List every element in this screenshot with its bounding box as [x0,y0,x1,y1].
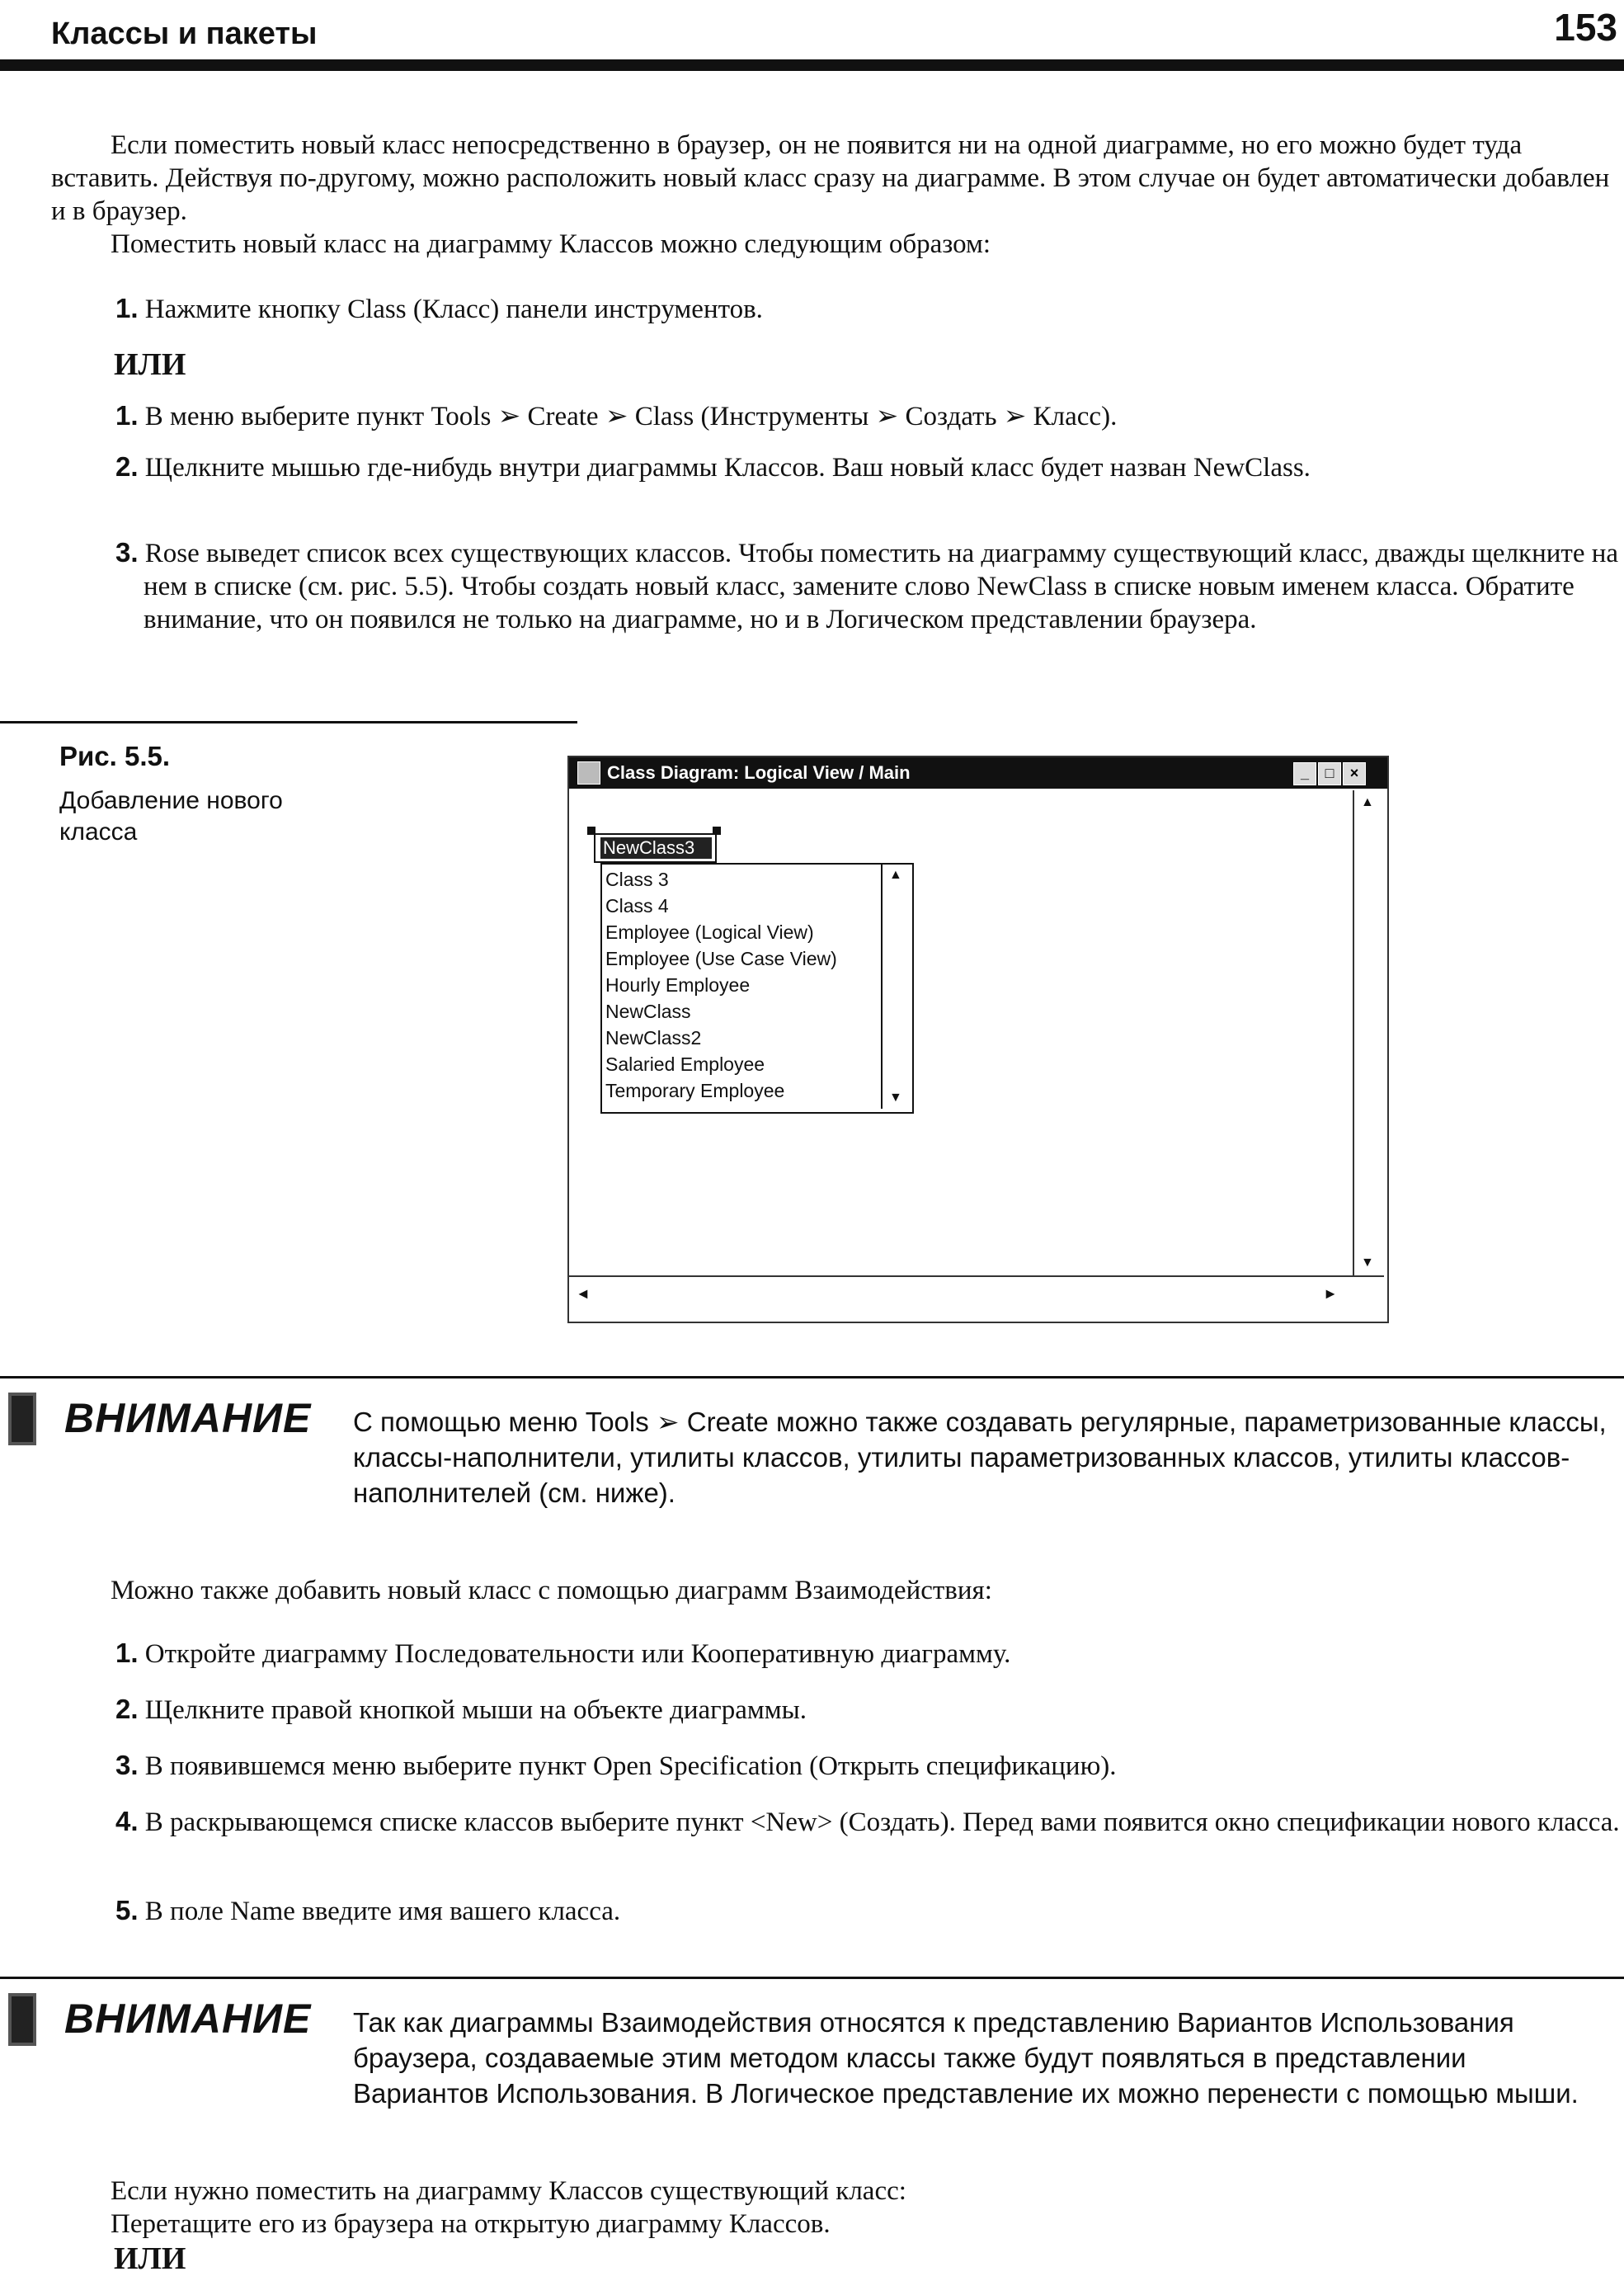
window-title: Class Diagram: Logical View / Main [607,762,911,783]
note-rule [0,1977,1624,1979]
list-scrollbar[interactable] [881,865,912,1109]
list-item[interactable]: Salaried Employee [605,1053,765,1075]
figure-number: Рис. 5.5. [59,741,171,771]
paragraph: Перетащите его из браузера на открытую диаграмму Классов. [111,2209,831,2239]
item-number: 1. [115,1638,139,1668]
paragraph: Можно также добавить новый класс с помощью диаграмм Взаимодействия: [111,1576,992,1605]
close-icon[interactable]: × [1343,762,1366,785]
item-text: Откройте диаграмму Последовательности или Кооперативную диаграмму. [144,1639,1011,1669]
minimize-icon[interactable]: _ [1293,762,1316,785]
list-item [86,399,1624,433]
item-number: 1. [115,293,139,323]
scroll-up-icon[interactable]: ▲ [889,868,902,882]
item-text: Щелкните мышью где-нибудь внутри диаграммы Классов. Ваш новый класс будет назван NewClass. [144,453,1311,483]
list-item [86,1637,1624,1671]
scroll-down-icon[interactable]: ▼ [889,1091,902,1105]
item-text: Щелкните правой кнопкой мыши на объекте диаграммы. [144,1695,807,1725]
intro-paragraph-2: Поместить новый класс на диаграмму Классов можно следующим образом: [111,229,991,259]
app-icon [577,761,600,785]
list-item[interactable]: Class 4 [605,895,669,917]
horizontal-scrollbar[interactable] [569,1275,1384,1317]
header-rule [0,59,1624,71]
list-item[interactable]: NewClass2 [605,1027,702,1049]
class-diagram-window [567,756,1389,1323]
note-text: С помощью меню Tools ➢ Create можно также создавать регулярные, параметризованные классы, классы-наполнители, утилиты классов, утилиты параметризованных классов, утилиты классов-наполнителей (см. ниже). [353,1407,1607,1508]
list-item[interactable]: Hourly Employee [605,974,751,996]
or-label: ИЛИ [114,2241,186,2276]
list-item[interactable]: NewClass [605,1001,691,1022]
scroll-left-icon[interactable]: ◄ [576,1285,591,1302]
scroll-up-icon[interactable]: ▲ [1361,795,1374,809]
class-list[interactable] [600,863,914,1114]
note-label: ВНИМАНИЕ [64,1996,312,2042]
list-item [86,292,1624,326]
item-text: В меню выберите пункт Tools ➢ Create ➢ Class (Инструменты ➢ Создать ➢ Класс). [144,402,1118,431]
item-number: 5. [115,1895,139,1925]
item-text: Rose выведет список всех существующих классов. Чтобы поместить на диаграмму существующий класс, дважды щелкните на нем в списке (см. рис. 5.5). Чтобы создать новый класс, замените слово NewClass в списке новым именем класса. Обратите внимание, что он появился не только на диаграмме, но и в Логическом представлении браузера. [144,539,1619,634]
paragraph: Если нужно поместить на диаграмму Классов существующий класс: [111,2176,906,2206]
note-text: Так как диаграммы Взаимодействия относятся к представлению Вариантов Использования браузера, создаваемые этим методом классы также будут появляться в представлении Вариантов Использования. В Логическое представление их можно перенести с помощью мыши. [353,2007,1579,2109]
figure-rule [0,721,577,723]
list-item [86,450,1624,484]
item-number: 2. [115,1694,139,1724]
maximize-icon[interactable]: □ [1318,762,1341,785]
item-number: 1. [115,400,139,431]
note-rule [0,1376,1624,1378]
item-text: В раскрывающемся списке классов выберите пункт <New> (Создать). Перед вами появится окно спецификации нового класса. [144,1807,1620,1837]
list-item[interactable]: Class 3 [605,869,669,890]
window-titlebar[interactable] [569,757,1387,789]
list-item [86,1805,1624,1839]
class-name-input[interactable] [600,837,712,859]
or-label: ИЛИ [114,347,186,382]
item-number: 3. [115,537,139,568]
scroll-down-icon[interactable]: ▼ [1361,1256,1374,1270]
item-text: В поле Name введите имя вашего класса. [144,1897,621,1926]
note-label: ВНИМАНИЕ [64,1395,312,1441]
item-text: В появившемся меню выберите пункт Open Specification (Открыть спецификацию). [144,1751,1117,1781]
list-item[interactable]: Employee (Use Case View) [605,948,837,969]
list-item [86,1749,1624,1783]
intro-paragraph-1: Если поместить новый класс непосредственно в браузер, он не появится ни на одной диаграмме, но его можно будет туда вставить. Действуя по-другому, можно расположить новый класс сразу на диаграмме. В этом случае он будет автоматически добавлен и в браузер. [51,130,1610,226]
note-marker-icon [8,1393,36,1445]
figure-caption: Добавление нового класса [59,787,283,846]
page-number: 153 [1554,6,1617,49]
list-item[interactable]: Employee (Logical View) [605,921,814,943]
list-item [86,536,1624,636]
running-header-title: Классы и пакеты [51,16,318,51]
item-number: 3. [115,1750,139,1780]
list-item [86,1894,1624,1928]
list-item[interactable]: Temporary Employee [605,1080,785,1101]
new-class-box[interactable] [594,833,717,863]
list-item [86,1693,1624,1727]
item-text: Нажмите кнопку Class (Класс) панели инструментов. [144,295,763,324]
item-number: 2. [115,451,139,482]
vertical-scrollbar[interactable] [1353,790,1384,1275]
note-marker-icon [8,1993,36,2046]
item-number: 4. [115,1806,139,1836]
scroll-right-icon[interactable]: ► [1323,1285,1338,1302]
